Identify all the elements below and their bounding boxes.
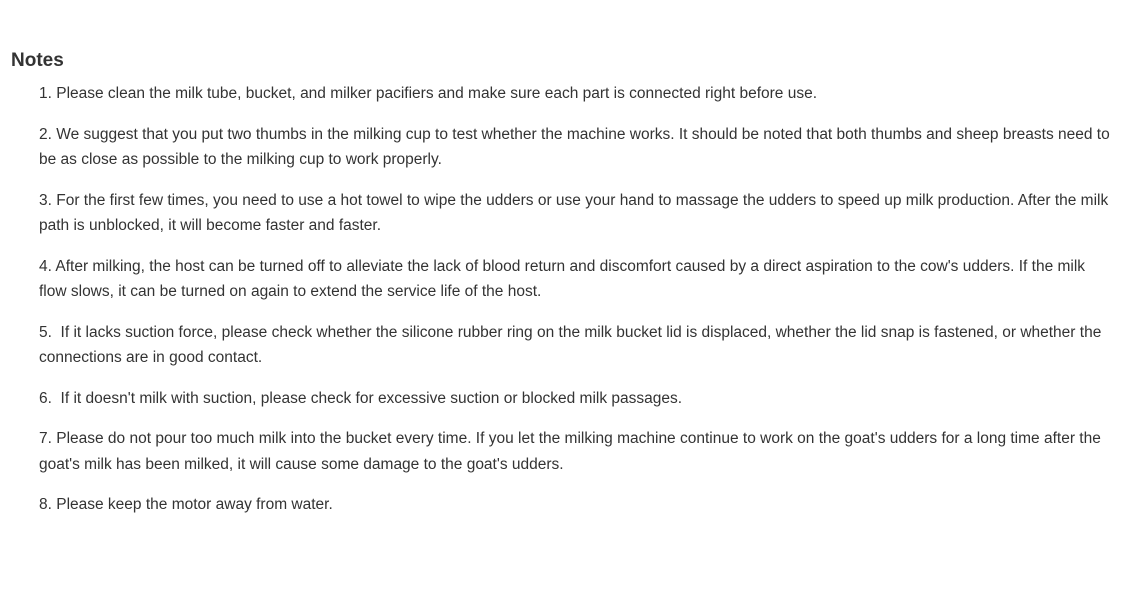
note-item-8: 8. Please keep the motor away from water. [39,496,333,513]
note-item-1: 1. Please clean the milk tube, bucket, and milker pacifiers and make sure each part is connected right before use. [39,85,818,102]
notes-title: Notes [11,50,64,71]
note-item-2: 2. We suggest that you put two thumbs in the milking cup to test whether the machine works. It should be noted that both thumbs and sheep breasts need to be as close as possible to the milking cup to work properly. [39,125,1115,168]
note-item-7: 7. Please do not pour too much milk into the bucket every time. If you let the milking machine continue to work on the goat's udders for a long time after the goat's milk has been milked, it will cause some damage to the goat's udders. [39,430,1106,473]
note-item-6: 6. If it doesn't milk with suction, please check for excessive suction or blocked milk passages. [39,389,683,407]
note-item-5: 5. If it lacks suction force, please check whether the silicone rubber ring on the milk bucket lid is displaced, whether the lid snap is fastened, or whether the connections are in good contact. [39,323,1106,366]
note-item-3: 3. For the first few times, you need to use a hot towel to wipe the udders or use your hand to massage the udders to speed up milk production. After the milk path is unblocked, it will become faster and faster. [39,191,1113,234]
notes-list [39,81,1114,518]
note-item-4: 4. After milking, the host can be turned off to alleviate the lack of blood return and discomfort caused by a direct aspiration to the cow's udders. If the milk flow slows, it can be turned on again to extend the service life of the host. [39,257,1090,300]
